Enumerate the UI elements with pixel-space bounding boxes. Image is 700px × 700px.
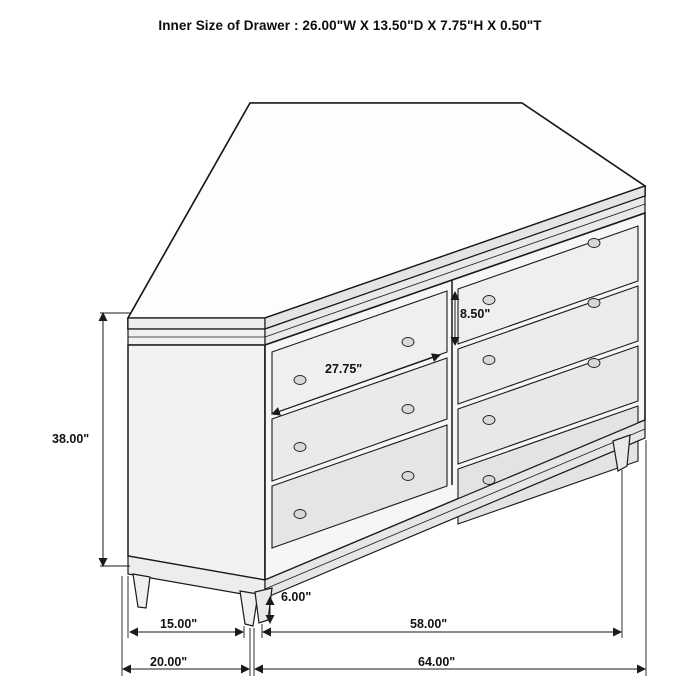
- dimension-case-width: 58.00": [410, 617, 448, 631]
- dimension-drawer-width-front: 27.75": [325, 362, 363, 376]
- page-title: Inner Size of Drawer : 26.00"W X 13.50"D X 7.75"H X 0.50"T: [158, 18, 542, 33]
- dimension-drawer-height-front: 8.50": [460, 307, 491, 321]
- dimension-height-total: 38.00": [52, 432, 90, 446]
- dimension-depth-total: 20.00": [150, 655, 188, 669]
- dimension-leg-height: 6.00": [281, 590, 312, 604]
- dimension-width-total: 64.00": [418, 655, 456, 669]
- dimension-side-depth: 15.00": [160, 617, 198, 631]
- dresser-body: [128, 103, 645, 626]
